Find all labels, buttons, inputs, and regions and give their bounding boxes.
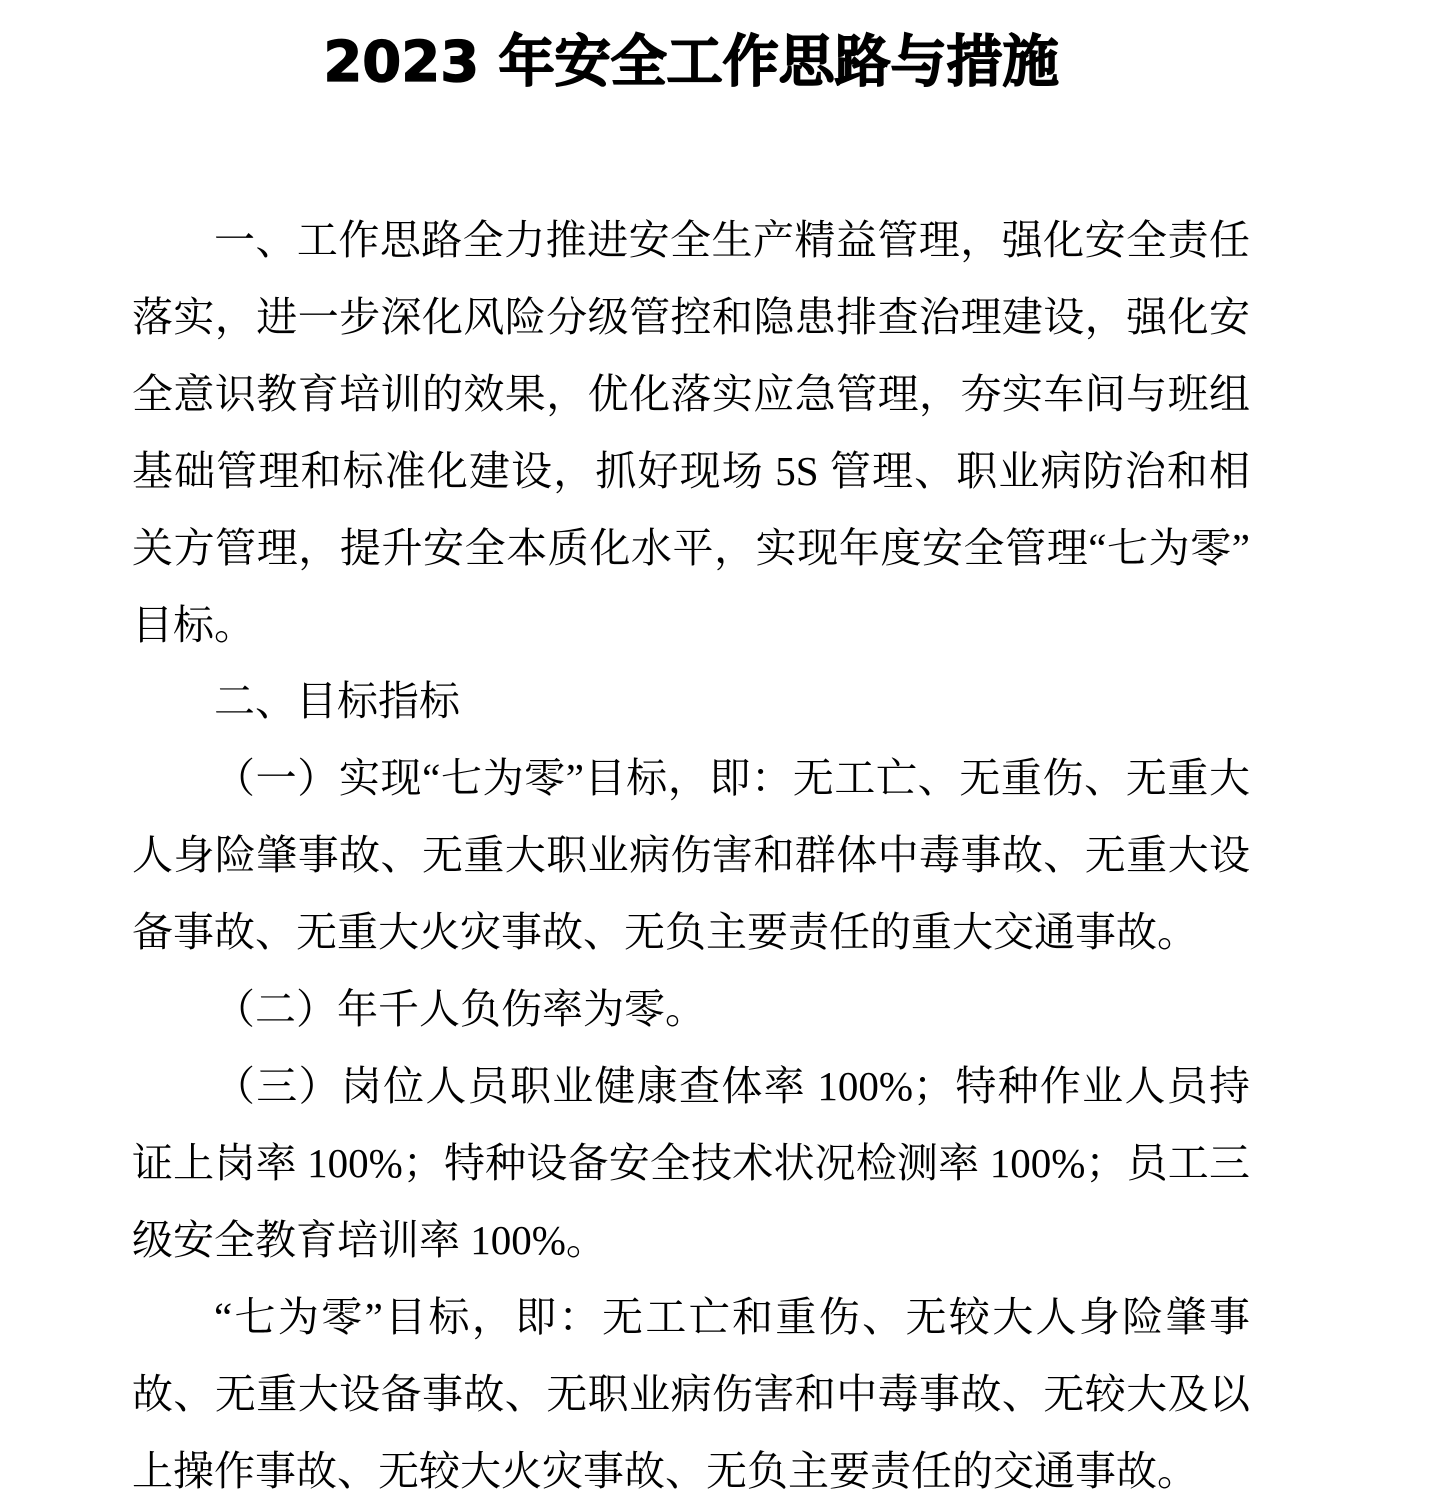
paragraph-work-plan: 一、工作思路全力推进安全生产精益管理，强化安全责任落实，进一步深化风险分级管控和隐患排查治理建设，强化安全意识教育培训的效果，优化落实应急管理，夯实车间与班组基础管理和标准化建设，抓好现场 5S 管理、职业病防治和相关方管理，提升安全本质化水平，实现年度安全管理“七为零”目标。 <box>132 217 1250 648</box>
document-body <box>132 202 1250 1509</box>
paragraph-goal-1: （一）实现“七为零”目标，即：无工亡、无重伤、无重大人身险肇事故、无重大职业病伤害和群体中毒事故、无重大设备事故、无重大火灾事故、无负主要责任的重大交通事故。 <box>132 755 1250 956</box>
paragraph-goal-3: （三）岗位人员职业健康查体率 100%；特种作业人员持证上岗率 100%；特种设备安全技术状况检测率 100%；员工三级安全教育培训率 100%。 <box>132 1062 1250 1263</box>
paragraph-goals-heading: 二、目标指标 <box>214 678 460 725</box>
paragraph-goal-2: （二）年千人负伤率为零。 <box>214 986 706 1033</box>
document-title: 2023 年安全工作思路与措施 <box>323 30 1059 95</box>
paragraph-seven-zero-definition: “七为零”目标，即：无工亡和重伤、无较大人身险肇事故、无重大设备事故、无职业病伤害和中毒事故、无较大及以上操作事故、无较大火灾事故、无负主要责任的交通事故。 <box>132 1293 1250 1494</box>
